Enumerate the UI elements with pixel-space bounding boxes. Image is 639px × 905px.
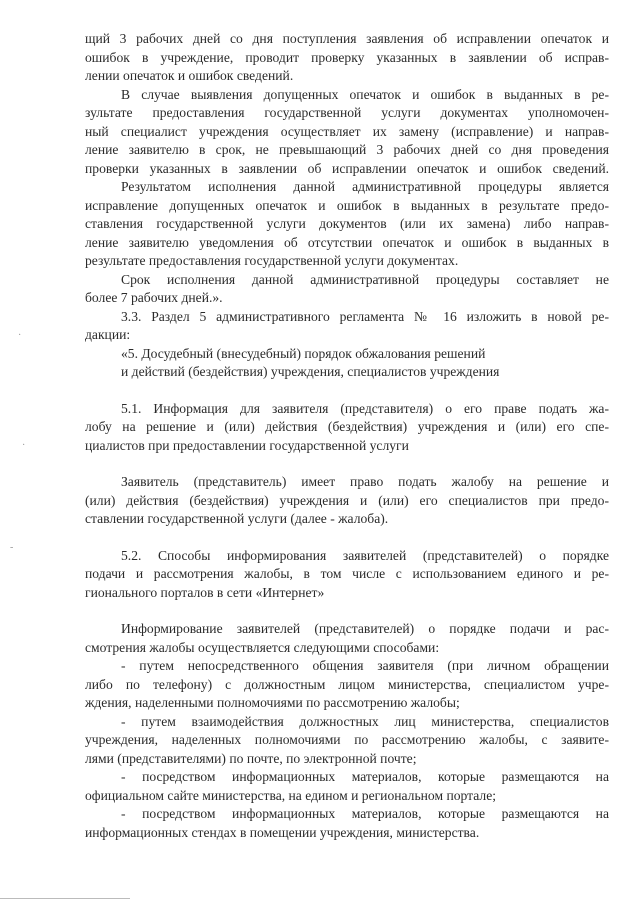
text-line: дакции: [85, 327, 131, 342]
text-line: 3.3. Раздел 5 административного регламента № 16 изложить в новой ре- [121, 308, 609, 324]
text-line: циалистов при предоставлении государственной услуги [85, 437, 409, 453]
section-heading: «5. Досудебный (внесудебный) порядок обжалования решений [121, 345, 486, 361]
text-line: (или) действия (бездействия) учреждения и (или) его специалистов при предо- [85, 492, 609, 508]
text-line: подачи и рассмотрения жалобы, в том числе с использованием единого и ре- [85, 566, 609, 581]
list-item: - посредством информационных материалов, которые размещаются на [121, 769, 609, 784]
text-line: лями (представителями) по почте, по электронной почте; [85, 750, 417, 766]
text-line: гионального порталов в сети «Интернет» [85, 584, 325, 600]
text-line: Заявитель (представитель) имеет право подать жалобу на решение и [121, 474, 609, 489]
bottom-rule [0, 898, 130, 899]
list-item: - путем взаимодействия должностных лиц министерства, специалистов [121, 713, 609, 729]
text-line: ошибок в учреждение, проводит проверку указанных в заявлении об исправ- [85, 49, 609, 65]
text-line: либо по телефону) с должностным лицом министерства, специалистом учре- [85, 676, 609, 692]
text-line: результате предоставления государственной услуги документах. [85, 253, 459, 268]
text-line: ление заявителю уведомления об отсутствии опечаток и ошибок в выданных в [85, 234, 609, 250]
text-line: 5.1. Информация для заявителя (представителя) о его праве подать жа- [121, 400, 609, 416]
list-item: - путем непосредственного общения заявителя (при личном обращении [121, 658, 609, 673]
text-line: ждения, наделенными полномочиями по рассмотрению жалобы; [85, 695, 460, 710]
text-line: ставления государственной услуги документов (или их замена) либо направ- [85, 216, 609, 231]
section-heading: и действий (бездействия) учреждения, специалистов учреждения [121, 364, 500, 379]
text-line: зультате предоставления государственной услуги документах уполномочен- [85, 105, 609, 120]
text-line: ление заявителю в срок, не превышающий 3 рабочих дней со дня проведения [85, 142, 609, 157]
text-line: В случае выявления допущенных опечаток и ошибок в выданных в ре- [121, 86, 609, 102]
text-line: исправление допущенных опечаток и ошибок в выданных в результате предо- [85, 197, 609, 213]
text-line: официальном сайте министерства, на едином и региональном портале; [85, 787, 497, 803]
text-line: щий 3 рабочих дней со дня поступления заявления об исправлении опечаток и [85, 31, 609, 46]
text-line: лении опечаток и ошибок сведений. [85, 68, 294, 83]
text-line: ный специалист учреждения осуществляет их замену (исправление) и направ- [85, 123, 609, 139]
document-page [85, 30, 609, 842]
text-line: 5.2. Способы информирования заявителей (представителей) о порядке [121, 547, 609, 563]
text-line: ставлении государственной услуги (далее - жалоба). [85, 511, 389, 526]
text-line: Срок исполнения данной административной процедуры составляет не [121, 271, 609, 287]
scan-speck: - [10, 542, 14, 553]
text-line: более 7 рабочих дней.». [85, 290, 223, 305]
text-line: Результатом исполнения данной административной процедуры является [121, 179, 609, 194]
text-line: смотрения жалобы осуществляется следующими способами: [85, 639, 440, 655]
list-item: - посредством информационных материалов, которые размещаются на [121, 806, 609, 821]
text-line: лобу на решение и (или) действия (бездействия) учреждения и (или) его спе- [85, 419, 609, 434]
scan-speck: · [18, 330, 22, 341]
text-line: учреждения, наделенных полномочиями по рассмотрению жалобы, с заявите- [85, 732, 609, 747]
text-line: проверки указанных в заявлении об исправлении опечаток и ошибок сведений. [85, 160, 609, 176]
text-line: Информирование заявителей (представителей) о порядке подачи и рас- [121, 621, 609, 636]
scan-speck: · [22, 440, 26, 451]
text-line: информационных стендах в помещении учреждения, министерства. [85, 824, 480, 840]
